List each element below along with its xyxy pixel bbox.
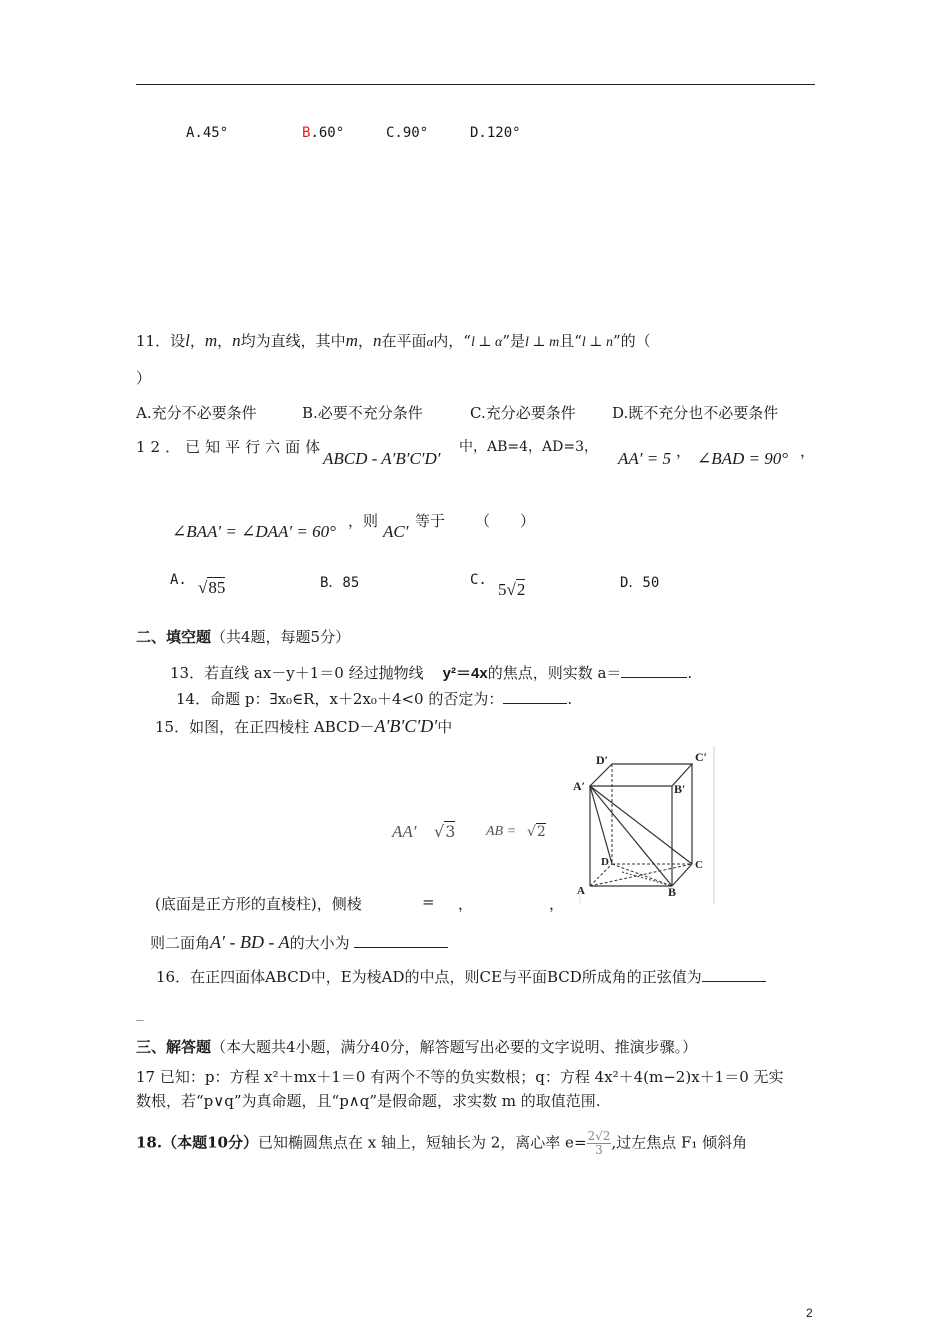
q13 [170,662,692,683]
vertex-label-c: C [695,859,703,871]
q11-punct: ， [189,332,205,350]
q13-text: 的焦点，则实数 a＝ [487,664,622,682]
q11-text: ”的（ [612,332,651,350]
q11-text: ”是 [502,332,526,350]
q14 [176,688,572,709]
q12-option-a-value: √85 [198,578,226,597]
q15-ab-value: √2 [527,824,546,840]
q15-answer-blank [354,947,448,948]
q15-eq: = [422,893,435,911]
header-rule [136,84,815,85]
q14-answer-blank [503,703,567,704]
q12-option-a-label: A. [170,572,187,588]
q12-option-b: B．85 [320,575,360,591]
q11-option-b: B.必要不充分条件 [302,404,423,422]
vertex-label-d: D [601,856,609,868]
q18-text: ,过左焦点 F₁ 倾斜角 [611,1133,748,1152]
prism-figure [568,744,718,908]
section-2-heading [136,626,350,647]
q15-line3 [150,932,448,953]
q11-text: 且“ [559,332,582,350]
q15-aa-radicand: 3 [445,822,456,841]
q12-solid: ABCD - A′B′C′D′ [323,449,441,468]
q11-paren-close: ） [136,369,152,387]
q12-option-c-radicand: 2 [516,580,526,599]
q10-option-b-letter: B [302,125,311,141]
q12-comma: ， [800,442,816,460]
q11-option-a: A.充分不必要条件 [136,404,257,422]
q16-trailing-mark: _ [136,1003,144,1021]
q15-solid: A′B′C′D′ [374,716,438,736]
q15-text: 则二面角 [150,934,211,952]
q12-comma: ， [676,442,692,460]
q11-var-n: n [372,331,382,350]
q18-text: 已知椭圆焦点在 x 轴上，短轴长为 2，离心率 e= [257,1133,587,1152]
q11-condition-2: l ⊥ m [525,335,560,350]
q12-ac: AC′ [383,522,409,541]
q11-punct: ， [217,332,233,350]
q13-answer-blank [621,677,687,678]
vertex-label-b1: B′ [674,782,686,796]
q18-fraction-numerator: 2√2 [587,1129,611,1143]
q16-text: 16．在正四面体ABCD中，E为棱AD的中点，则CE与平面BCD所成角的正弦值为 [156,968,702,986]
q15-comma-1: ， [458,895,474,913]
q12-option-a-radicand: 85 [208,578,226,597]
q12-given: 中，AB=4，AD=3， [459,439,599,455]
q15-text: 中 [437,718,453,736]
q12-option-c-label: C. [470,572,487,588]
q15-text: 15．如图，在正四棱柱 ABCD－ [155,718,375,736]
q13-parabola: y²＝4x [442,665,488,682]
q11-option-c: C.充分必要条件 [470,404,576,422]
q15-ab-label: AB = [486,824,517,839]
q11-var-l: l [185,331,190,350]
q11-condition-1: l ⊥ α [470,335,503,350]
q15-ab-radicand: 2 [536,824,546,840]
q11-text: 在平面 [381,332,427,350]
q15-dihedral: A′ - BD - A [210,932,290,952]
q10-option-a: A.45° [186,125,229,141]
q12-option-c-coef: 5 [498,580,507,599]
section-3-title: 三、解答题 [136,1038,212,1056]
section-2-note: （共4题，每题5分） [211,628,351,646]
q12-paren: （ ） [475,512,536,530]
q18-fraction-denominator: 3 [595,1143,603,1157]
q15-line2: (底面是正方形的直棱柱)，侧棱 [155,895,362,913]
q10-option-b-text: .60° [310,125,345,141]
q12-option-d: D．50 [620,575,660,591]
vertex-label-a: A [577,885,585,897]
q18 [136,1130,747,1157]
q17-line2: 数根，若“p∨q”为真命题，且“p∧q”是假命题，求实数 m 的取值范围. [136,1092,601,1110]
q11-text: 均为直线，其中 [240,332,346,350]
q15-text: 的大小为 [289,934,350,952]
q15-aa-value: √3 [434,822,456,841]
q16-answer-blank [702,981,766,982]
q11-var-n: n [232,331,241,350]
q11-condition-3: l ⊥ n [581,335,613,350]
section-2-title: 二、填空题 [136,628,212,646]
q11-var-m: m [204,331,218,350]
q12-angle-bad: ∠BAD = 90° [697,449,789,468]
q18-eccentricity-fraction [587,1130,612,1157]
q12-intro: 12．已知平行六面体 [136,438,326,456]
q11-text: 内，“ [433,332,471,350]
vertex-label-b: B [668,885,677,899]
q17-line1: 17 已知：p：方程 x²＋mx＋1＝0 有两个不等的负实数根；q：方程 4x²＋4(m−2)x＋1＝0 无实 [136,1068,784,1086]
q14-text: 14．命题 p：∃x₀∈R，x＋2x₀＋4<0 的否定为： [176,690,504,708]
q15-line1 [155,716,452,737]
vertex-label-d1: D′ [596,753,609,767]
section-3-heading [136,1036,697,1057]
vertex-label-a1: A′ [573,779,586,793]
q18-label: 18.（本题10分） [136,1133,258,1152]
q14-end: . [567,690,573,708]
q15-aa-label: AA′ [392,822,417,841]
vertex-label-c1: C′ [695,750,708,764]
q10-option-b [302,125,344,141]
q12-option-c-value: 5√2 [498,580,526,599]
q12-equals: 等于 [415,512,446,530]
q11-text: 11．设 [136,332,186,350]
q12-aa-eq: AA′ = 5 [618,449,671,468]
q12-then: ，则 [348,512,379,530]
q10-option-d: D.120° [470,125,521,141]
q16 [156,966,766,987]
q12-angles: ∠BAA′ = ∠DAA′ = 60° [172,522,336,541]
q11-stem [136,330,651,351]
q11-punct: ， [357,332,373,350]
q10-option-c: C.90° [386,125,429,141]
page-number: 2 [806,1306,813,1320]
q11-var-m: m [345,331,358,350]
q13-end: . [687,664,693,682]
q11-alpha: α [426,334,434,349]
q11-option-d: D.既不充分也不必要条件 [612,404,779,422]
q15-comma-2: ， [549,895,565,913]
section-3-note: （本大题共4小题，满分40分，解答题写出必要的文字说明、推演步骤。） [211,1038,698,1056]
q13-text: 13．若直线 ax－y＋1＝0 经过抛物线 [170,664,424,682]
